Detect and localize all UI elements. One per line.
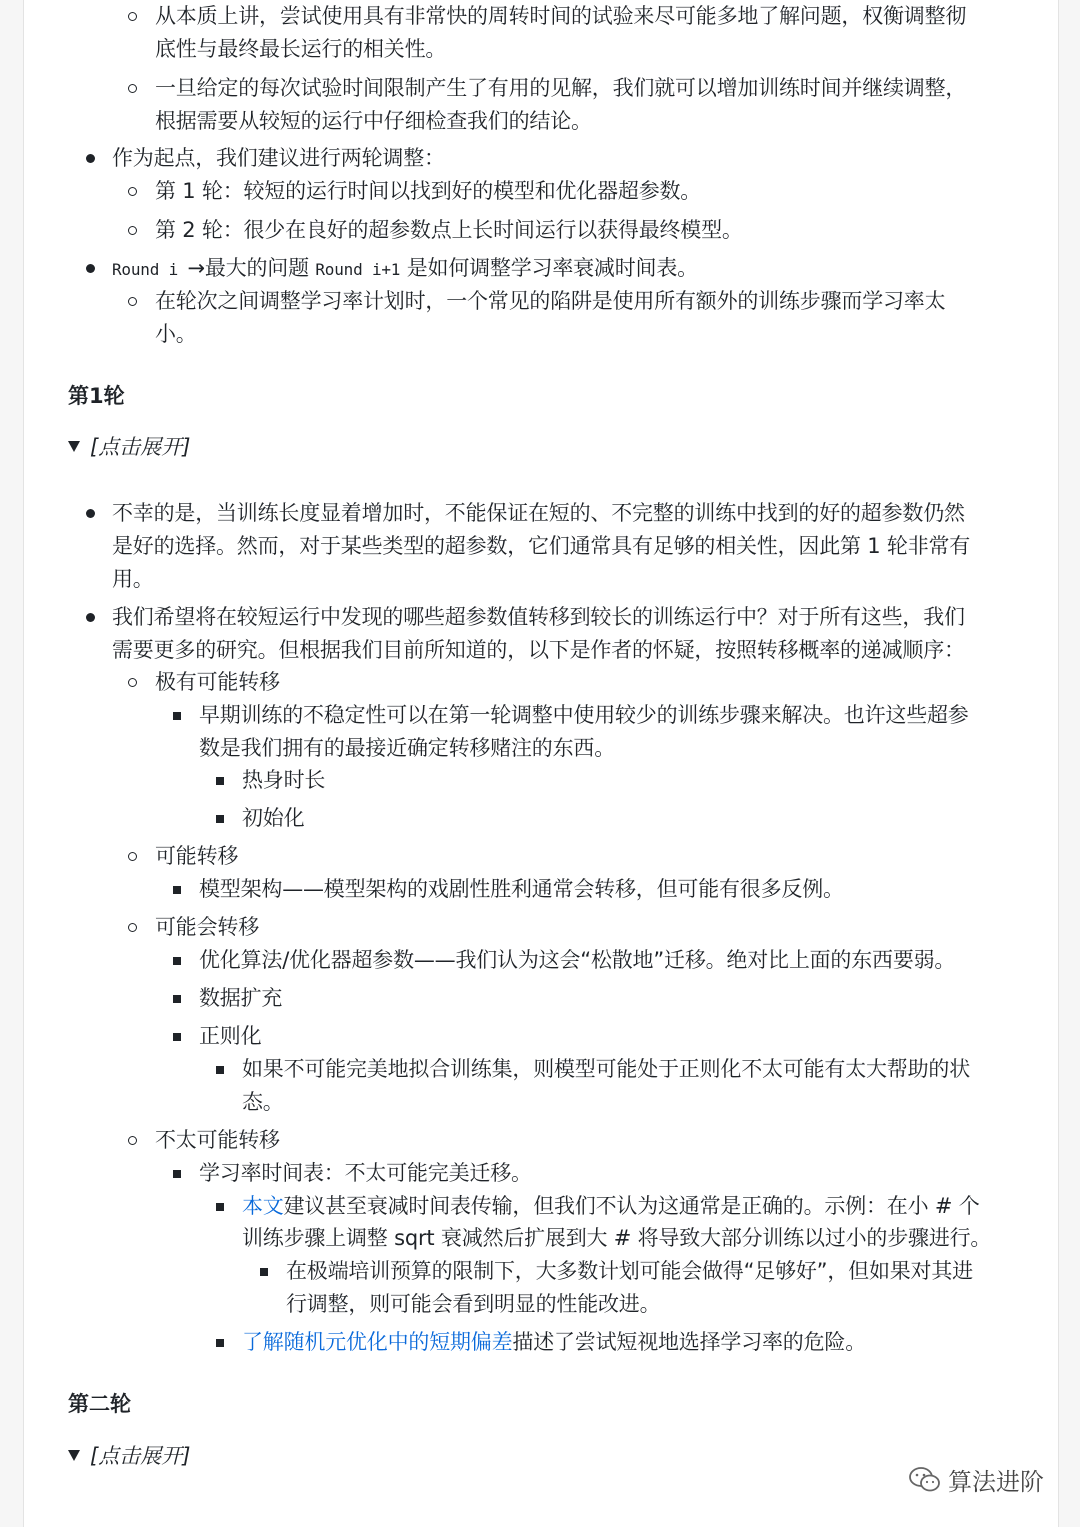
circle-bullet — [128, 84, 137, 93]
summary-label[interactable]: [点击展开] — [90, 1444, 191, 1468]
summary-round2[interactable] — [68, 1440, 190, 1473]
circle-bullet — [128, 187, 137, 196]
text-segment: 在轮次之间调整学习率计划时，一个常见的陷阱是使用所有额外的训练步骤而学习率太 — [155, 289, 946, 313]
square-bullet — [173, 712, 181, 720]
text-segment: 小。 — [155, 322, 197, 346]
text-segment: 训练步骤上调整 sqrt 衰减然后扩展到大 # 将导致大部分训练以过小的步骤进行。 — [242, 1226, 992, 1250]
text-segment: 是如何调整学习率衰减时间表。 — [400, 256, 698, 280]
circle-bullet — [128, 923, 137, 932]
text-line — [199, 699, 969, 732]
text-line — [286, 1255, 973, 1288]
disclosure-triangle-icon[interactable] — [68, 1450, 80, 1461]
square-bullet — [173, 957, 181, 965]
inline-code: Round i — [112, 260, 188, 279]
document-page — [23, 0, 1059, 1527]
text-segment: 热身时长 — [242, 768, 326, 792]
text-line — [155, 105, 592, 138]
section-heading-round1: 第1轮 — [68, 384, 125, 408]
text-line — [112, 601, 965, 634]
text-line — [112, 530, 970, 563]
square-bullet — [173, 1033, 181, 1041]
text-segment: 早期训练的不稳定性可以在第一轮调整中使用较少的训练步骤来解决。也许这些超参 — [199, 703, 969, 727]
text-line — [242, 1326, 866, 1359]
square-bullet — [216, 815, 224, 823]
text-line — [199, 732, 615, 765]
text-segment: 一旦给定的每次试验时间限制产生了有用的见解，我们就可以增加训练时间并继续调整， — [155, 76, 967, 100]
circle-bullet — [128, 1136, 137, 1145]
text-segment: 用。 — [112, 567, 154, 591]
square-bullet — [260, 1268, 268, 1276]
text-line — [199, 873, 844, 906]
text-segment: 初始化 — [242, 806, 305, 830]
text-line — [112, 142, 445, 175]
disc-bullet — [86, 264, 95, 273]
text-segment: 描述了尝试短视地选择学习率的危险。 — [512, 1330, 867, 1354]
text-line — [199, 982, 282, 1015]
square-bullet — [173, 995, 181, 1003]
text-line — [199, 944, 955, 977]
circle-bullet — [128, 226, 137, 235]
text-line — [112, 497, 965, 530]
text-line — [155, 175, 701, 208]
circle-bullet — [128, 852, 137, 861]
text-line — [155, 0, 966, 33]
text-segment: 根据需要从较短的运行中仔细检查我们的结论。 — [155, 109, 592, 133]
text-segment: 数是我们拥有的最接近确定转移赌注的东西。 — [199, 736, 615, 760]
text-line — [199, 1020, 261, 1053]
disc-bullet — [86, 509, 95, 518]
watermark — [908, 1462, 1044, 1497]
text-line — [199, 1157, 532, 1190]
square-bullet — [173, 1170, 181, 1178]
text-segment: 行调整，则可能会看到明显的性能改进。 — [286, 1292, 661, 1316]
text-line — [112, 252, 698, 286]
inline-code: Round i+1 — [315, 260, 401, 279]
text-segment: 底性与最终最长运行的相关性。 — [155, 37, 447, 61]
text-link[interactable]: 了解随机元优化中的短期偏差 — [242, 1330, 513, 1354]
text-segment: 建议甚至衰减时间表传输，但我们不认为这通常是正确的。示例：在小 # 个 — [283, 1194, 980, 1218]
text-line — [112, 634, 965, 667]
summary-round1[interactable] — [68, 431, 190, 464]
circle-bullet — [128, 678, 137, 687]
text-line — [155, 1124, 280, 1157]
text-segment: 可能转移 — [155, 844, 239, 868]
text-line — [242, 1053, 970, 1086]
text-line — [242, 1190, 980, 1223]
text-segment: 在极端培训预算的限制下，大多数计划可能会做得“足够好”，但如果对其进 — [286, 1259, 973, 1283]
text-line — [242, 1222, 991, 1255]
text-line — [286, 1288, 660, 1321]
square-bullet — [216, 777, 224, 785]
text-segment: 不太可能转移 — [155, 1128, 280, 1152]
text-segment: 需要更多的研究。但根据我们目前所知道的，以下是作者的怀疑，按照转移概率的递减顺序： — [112, 638, 965, 662]
text-segment: 第 2 轮：很少在良好的超参数点上长时间运行以获得最终模型。 — [155, 218, 743, 242]
text-line — [155, 285, 945, 318]
text-line — [242, 802, 304, 835]
text-segment: 是好的选择。然而，对于某些类型的超参数，它们通常具有足够的相关性，因此第 1 轮非常有 — [112, 534, 971, 558]
text-link[interactable]: 本文 — [242, 1194, 284, 1218]
text-segment: 从本质上讲，尝试使用具有非常快的周转时间的试验来尽可能多地了解问题，权衡调整彻 — [155, 4, 967, 28]
square-bullet — [216, 1066, 224, 1074]
circle-bullet — [128, 12, 137, 21]
square-bullet — [216, 1203, 224, 1211]
text-line — [155, 318, 197, 351]
text-segment: 不幸的是，当训练长度显着增加时，不能保证在短的、不完整的训练中找到的好的超参数仍然 — [112, 501, 965, 525]
text-segment: 可能会转移 — [155, 915, 259, 939]
watermark-text: 算法进阶 — [948, 1468, 1044, 1496]
text-line — [242, 1086, 284, 1119]
text-segment: 态。 — [242, 1090, 284, 1114]
text-line — [155, 840, 238, 873]
text-segment: 我们希望将在较短运行中发现的哪些超参数值转移到较长的训练运行中？对于所有这些，我们 — [112, 605, 965, 629]
circle-bullet — [128, 297, 137, 306]
text-segment: 数据扩充 — [199, 986, 283, 1010]
text-segment: 如果不可能完美地拟合训练集，则模型可能处于正则化不太可能有太大帮助的状 — [242, 1057, 970, 1081]
text-segment: 优化算法/优化器超参数——我们认为这会“松散地”迁移。绝对比上面的东西要弱。 — [199, 948, 956, 972]
section-heading-round2: 第二轮 — [68, 1392, 131, 1416]
summary-label[interactable]: [点击展开] — [90, 435, 191, 459]
text-segment: 第 1 轮：较短的运行时间以找到好的模型和优化器超参数。 — [155, 179, 702, 203]
disc-bullet — [86, 613, 95, 622]
text-segment: 正则化 — [199, 1024, 262, 1048]
square-bullet — [216, 1339, 224, 1347]
text-line — [112, 563, 154, 596]
text-segment: 极有可能转移 — [155, 670, 280, 694]
text-segment: →最大的问题 — [187, 256, 316, 280]
square-bullet — [173, 886, 181, 894]
wechat-icon — [908, 1466, 942, 1494]
text-segment: 模型架构——模型架构的戏剧性胜利通常会转移，但可能有很多反例。 — [199, 877, 844, 901]
text-line — [155, 911, 259, 944]
text-line — [242, 764, 325, 797]
disc-bullet — [86, 154, 95, 163]
text-line — [155, 214, 743, 247]
text-line — [155, 72, 966, 105]
text-line — [155, 33, 446, 66]
disclosure-triangle-icon[interactable] — [68, 441, 80, 452]
text-line — [155, 666, 280, 699]
text-segment: 学习率时间表：不太可能完美迁移。 — [199, 1161, 532, 1185]
text-segment: 作为起点，我们建议进行两轮调整： — [112, 146, 445, 170]
